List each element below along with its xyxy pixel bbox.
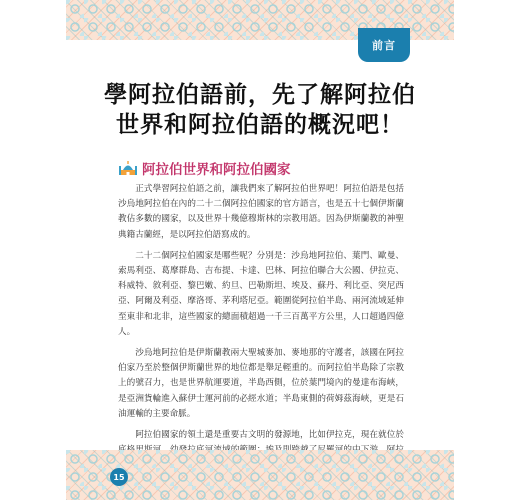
paragraph-4: 阿拉伯國家的領土還是重要古文明的發源地，比如伊拉克，現在就位於 [135,430,404,441]
page-title-line-2: 世界和阿拉伯語的概況吧！ [116,112,404,138]
paragraph-1: 正式學習阿拉伯語之前，讓我們來了解阿拉伯世界吧！阿拉伯語是包括沙烏地阿拉伯在內的二十二個阿拉伯國家的官方語言，也是五十七個伊斯蘭教佔多數的國家，以及世界十幾億穆斯林的宗教用語。因為伊斯蘭教的神聖典籍古蘭經，是以阿拉伯語寫成的。 [118,184,404,240]
chapter-tab [358,28,410,62]
chapter-tab-label: 前言 [372,39,396,52]
section-heading [118,158,291,178]
page-number-badge [110,468,128,486]
page-number: 15 [113,472,125,482]
section-title: 阿拉伯世界和阿拉伯國家 [142,162,291,178]
page-title-line-1: 學阿拉伯語前，先了解阿拉伯 [104,82,416,108]
paragraph-3: 沙烏地阿拉伯是伊斯蘭教兩大聖城麥加、麥地那的守護者，該國在阿拉伯家乃至於整個伊斯蘭世界的地位都是舉足輕重的。而阿拉伯半島除了宗教上的號召力，也是世界航運要道，半島西側，位於葉門境內的曼達布海峽，是亞洲貨輪進入蘇伊士運河前的必經水道；半島東側的荷姆茲海峽，更是石油運輸的主要命脈。 [118,348,404,419]
paragraph-2: 二十二個阿拉伯國家是哪些呢？分別是：沙烏地阿拉伯、葉門、歐曼、索馬利亞、葛摩群島、吉布提、卡達、巴林、阿拉伯聯合大公國、伊拉克、科威特、敘利亞、黎巴嫩、約旦、巴勒斯坦、埃及、蘇丹、利比亞、突尼西亞、阿爾及利亞、摩洛哥、茅利塔尼亞。範圍從阿拉伯半島、兩河流域延伸至東非和北非，這些國家的總面積超過一千三百萬平方公里，人口超過四億人。 [118,250,404,337]
body-text [118,182,404,480]
mosque-icon [118,159,138,177]
page-title [70,80,450,140]
